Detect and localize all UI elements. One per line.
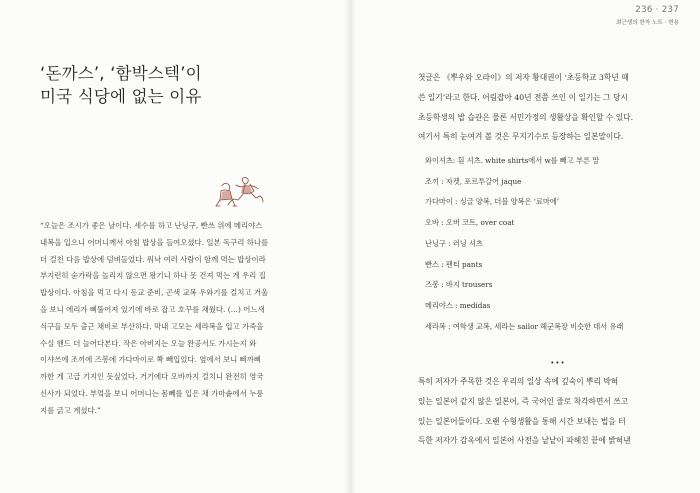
glossary-list bbox=[425, 151, 680, 337]
glossary-item: 조끼 : 자켓, 포르투갈어 jaque bbox=[425, 176, 522, 186]
paragraph-line: 있는 일본어들이다. 오랜 수형생활을 통해 시간 보내는 법을 터 bbox=[418, 416, 626, 426]
paragraph-line: 초등학생의 밥 습관은 물론 서민가정의 생활상을 확인할 수 있다. bbox=[418, 112, 634, 122]
glossary-item: 난닝구 : 러닝 셔츠 bbox=[425, 238, 483, 248]
quote-line: 부지런히 숟가락을 놀리지 않으면 왕기니 하나 못 건져 먹는 게 우리 집 bbox=[40, 271, 266, 281]
right-page bbox=[350, 0, 700, 493]
quote-line: 내복을 입으니 어머니께서 아침 밥상을 들여오셨다. 일본 독구리 하나를 bbox=[40, 237, 269, 247]
glossary-item: 가다마이 : 싱글 양복, 더블 양복은 ‘료마에’ bbox=[425, 197, 560, 207]
paragraph-line: 쓴 일기’라고 한다. 어림잡아 40년 전쯤 쓰인 이 일기는 그 당시 bbox=[418, 92, 628, 102]
quote-line: 더 걸친 다음 밥상에 덤벼들었다. 워낙 여러 사람이 함께 먹는 밥상이라 bbox=[40, 254, 266, 264]
quote-line: 까한 게 고급 기지인 듯싶었다. 거기에다 오바까지 걸치니 완전히 영국 bbox=[40, 372, 264, 382]
chapter-title bbox=[40, 62, 290, 108]
glossary-item: 빤스 : 팬티 pants bbox=[425, 259, 483, 269]
paragraph-line: 첫글은 《뿌우와 오라이》의 저자 황대권이 ‘초등학교 3학년 때 bbox=[418, 73, 629, 82]
glossary-item: 세라복 : 여학생 교복, 세라는 sailor 해군복장 비슷한 데서 유래 bbox=[425, 321, 624, 331]
paragraph-line: 특히 저자가 주목한 것은 우리의 일상 속에 깊숙이 뿌리 박혀 bbox=[418, 377, 619, 386]
glossary-item: 오바 : 오버 코트, over coat bbox=[425, 218, 515, 228]
quote-line: “오늘은 조시가 좋은 날이다. 세수를 하고 난닝구, 빤쓰 위에 메리야스 bbox=[40, 221, 263, 230]
running-head bbox=[616, 5, 679, 28]
section-separator: ••• bbox=[550, 359, 566, 367]
chapter-title-line: 미국 식당에 없는 이유 bbox=[40, 87, 202, 106]
quote-line: 을 보니 에리가 삐뚤어져 있기에 바로 잡고 호꾸를 채웠다. (…) 어느새 bbox=[40, 304, 265, 314]
intro-paragraph bbox=[418, 68, 680, 147]
body-paragraph bbox=[418, 372, 680, 451]
glossary-item: 메리야스 : medidas bbox=[425, 300, 491, 310]
illustration-figures bbox=[208, 170, 266, 210]
diary-quote bbox=[40, 218, 310, 420]
chapter-label: 최근생의 한자 노트 · 변용 bbox=[616, 20, 679, 26]
quote-line: 이샤쓰에 조끼에 즈봉에 가다마이로 쫙 빼입었다. 옆에서 보니 삐까삐 bbox=[40, 355, 262, 365]
book-gutter bbox=[344, 0, 356, 493]
quote-line: 신사가 되었다. 부엌을 보니 어머니는 몸뻬를 입은 채 가마솥에서 누룽 bbox=[40, 388, 264, 398]
paragraph-line: 득한 저자가 감옥에서 일본어 사전을 낱낱이 파헤친 끝에 밝혀낸 bbox=[418, 436, 631, 446]
glossary-item: 와이셔츠: 흰 셔츠. white shirts에서 w를 빼고 부른 말 bbox=[425, 156, 600, 165]
glossary-item: 즈봉 : 바지 trousers bbox=[425, 280, 493, 290]
chapter-title-line: ‘돈까스’, ‘함박스텍’이 bbox=[40, 64, 202, 83]
quote-line: 식구들 모두 출근 채비로 부산하다. 막내 고모는 세라복을 입고 가죽을 bbox=[40, 321, 264, 331]
quote-line: 밥상이다. 아침을 먹고 다시 등교 준비, 곤색 교복 우와기를 걸치고 거울 bbox=[40, 288, 269, 298]
paragraph-line: 있는 일본어 같지 않은 일본어, 즉 국어인 줄로 착각하면서 쓰고 bbox=[418, 396, 629, 406]
paragraph-line: 여기서 특히 눈여겨 볼 것은 무지기수로 등장하는 일본말이다. bbox=[418, 132, 624, 142]
quote-line: 수실 핸드 더 늘어다본다. 작은 아버지는 오늘 완공서도 가시는지 와 bbox=[40, 338, 257, 348]
page-numbers: 236 · 237 bbox=[635, 5, 679, 15]
quote-line: 지를 긁고 계셨다.” bbox=[40, 405, 101, 415]
